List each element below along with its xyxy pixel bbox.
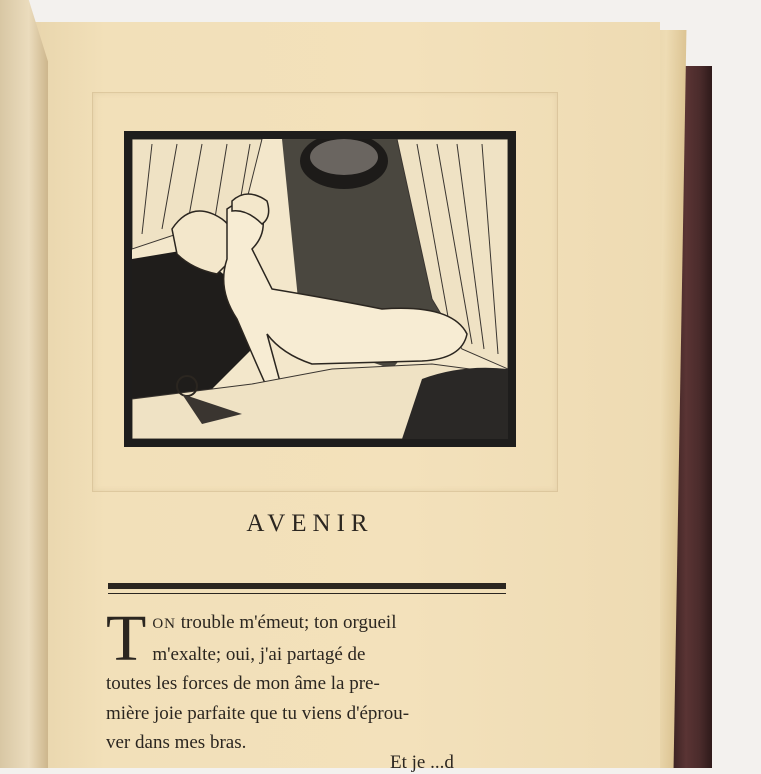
- partial-next-line: Et je ...d: [390, 752, 454, 773]
- chapter-title: AVENIR: [246, 510, 374, 537]
- thin-rule: [108, 593, 506, 594]
- first-word-rest: ON: [152, 616, 176, 632]
- etching-illustration: [124, 131, 516, 447]
- drop-cap: T: [106, 602, 147, 675]
- left-page-leaf: [0, 0, 48, 768]
- text-line-2: m'exalte; oui, j'ai partagé de: [152, 643, 366, 665]
- text-line-3: toutes les forces de mon âme la pre-: [106, 673, 380, 694]
- thick-rule: [108, 583, 506, 589]
- etching-drawing: [132, 139, 508, 439]
- text-line-5: ver dans mes bras.: [106, 732, 247, 753]
- text-line-1: [106, 608, 510, 640]
- body-paragraph: [106, 602, 510, 758]
- line-1-text: trouble m'émeut; ton orgueil: [180, 612, 397, 633]
- text-line-4: mière joie parfaite que tu viens d'éprou-: [106, 702, 410, 724]
